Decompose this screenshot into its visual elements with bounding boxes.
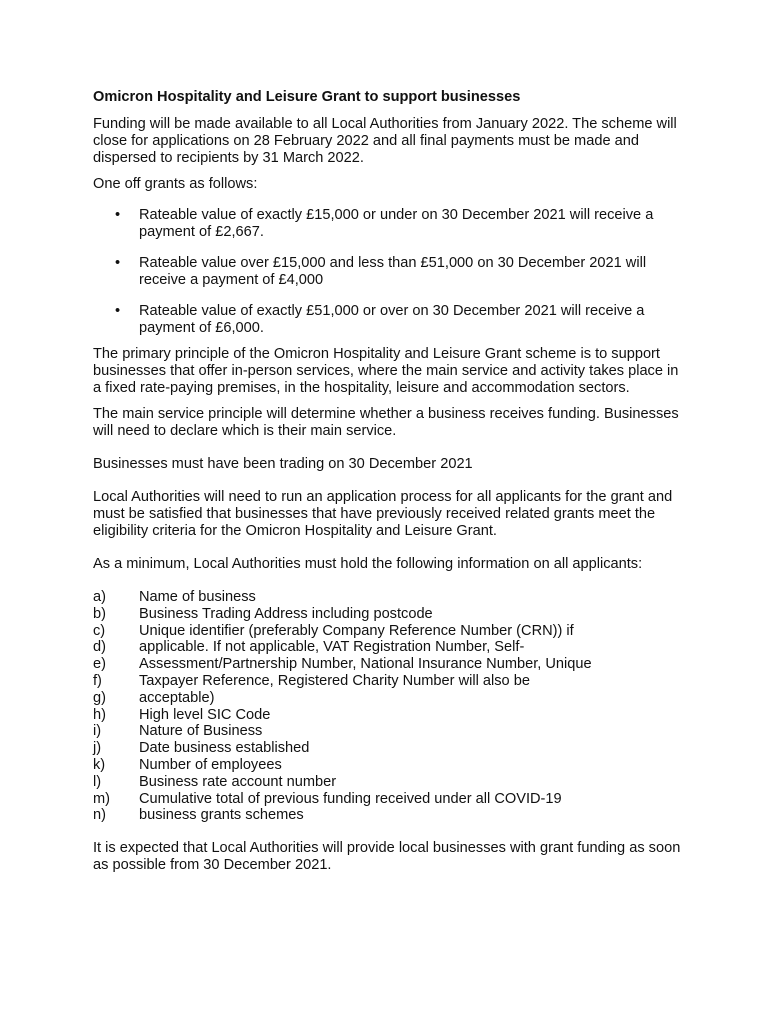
list-item [93, 807, 683, 824]
list-marker: b) [93, 605, 106, 622]
list-marker: f) [93, 672, 102, 689]
document-page [93, 89, 683, 883]
bullet-icon: • [115, 255, 121, 271]
list-item [93, 723, 683, 740]
list-item [93, 690, 683, 707]
list-item-text: Date business established [139, 740, 310, 757]
list-marker: e) [93, 656, 106, 673]
grant-bullet-item [93, 255, 683, 289]
grant-bullet-list [93, 207, 683, 337]
list-item-text: Nature of Business [139, 723, 263, 740]
list-item-text: acceptable) [139, 689, 215, 706]
list-item [93, 707, 683, 724]
list-item [93, 791, 683, 808]
document-title: Omicron Hospitality and Leisure Grant to support businesses [93, 89, 521, 105]
list-item-text: Business Trading Address including postcode [139, 605, 433, 622]
list-item [93, 673, 683, 690]
info-list [93, 589, 683, 824]
list-marker: k) [93, 756, 106, 773]
grant-bullet-text: Rateable value of exactly £15,000 or under on 30 December 2021 will receive a payment of £2,667. [139, 207, 654, 240]
list-item-text: applicable. If not applicable, VAT Registration Number, Self- [139, 639, 525, 656]
grant-bullet-text: Rateable value of exactly £51,000 or over on 30 December 2021 will receive a payment of £6,000. [139, 303, 645, 336]
list-item [93, 623, 683, 640]
list-marker: i) [93, 723, 102, 740]
intro-paragraph: Funding will be made available to all Local Authorities from January 2022. The scheme will close for applications on 28 February 2022 and all final payments must be made and dispersed to recipients by 31 March 2022. [93, 116, 677, 166]
list-item [93, 740, 683, 757]
list-marker: g) [93, 689, 106, 706]
list-marker: d) [93, 639, 106, 656]
list-marker: c) [93, 622, 106, 639]
list-marker: m) [93, 790, 111, 807]
principle-paragraph: The primary principle of the Omicron Hospitality and Leisure Grant scheme is to support businesses that offer in-person services, where the main service and activity takes place in a fixed rate-paying premises, in the hospitality, leisure and accommodation sectors. [93, 346, 679, 396]
grants-heading: One off grants as follows: [93, 176, 258, 192]
list-item [93, 656, 683, 673]
bullet-icon: • [115, 207, 121, 223]
list-item [93, 589, 683, 606]
list-item-text: Number of employees [139, 756, 282, 773]
main-service-paragraph: The main service principle will determine whether a business receives funding. Businesses will need to declare which is their main service. [93, 406, 679, 439]
list-marker: l) [93, 773, 102, 790]
list-item-text: Assessment/Partnership Number, National Insurance Number, Unique [139, 656, 592, 673]
grant-bullet-item [93, 207, 683, 241]
list-marker: n) [93, 807, 106, 824]
closing-paragraph: It is expected that Local Authorities will provide local businesses with grant funding as soon as possible from 30 December 2021. [93, 840, 681, 874]
list-item [93, 757, 683, 774]
grant-bullet-text: Rateable value over £15,000 and less than £51,000 on 30 December 2021 will receive a payment of £4,000 [139, 255, 647, 288]
list-item-text: Unique identifier (preferably Company Reference Number (CRN)) if [139, 622, 574, 639]
list-item-text: business grants schemes [139, 807, 304, 824]
list-marker: h) [93, 706, 106, 723]
minimum-paragraph: As a minimum, Local Authorities must hold the following information on all applicants: [93, 556, 643, 572]
list-item-text: High level SIC Code [139, 706, 271, 723]
bullet-icon: • [115, 303, 121, 319]
list-marker: a) [93, 589, 106, 605]
list-item-text: Business rate account number [139, 773, 337, 790]
list-item-text: Cumulative total of previous funding received under all COVID-19 [139, 790, 562, 807]
list-item-text: Name of business [139, 589, 256, 605]
trading-paragraph: Businesses must have been trading on 30 December 2021 [93, 456, 473, 472]
list-marker: j) [93, 740, 102, 757]
list-item [93, 606, 683, 623]
grant-bullet-item [93, 303, 683, 337]
list-item [93, 639, 683, 656]
list-item [93, 774, 683, 791]
application-paragraph: Local Authorities will need to run an application process for all applicants for the grant and must be satisfied that businesses that have previously received related grants meet the eligibility criteria for the Omicron Hospitality and Leisure Grant. [93, 489, 673, 539]
list-item-text: Taxpayer Reference, Registered Charity Number will also be [139, 672, 530, 689]
